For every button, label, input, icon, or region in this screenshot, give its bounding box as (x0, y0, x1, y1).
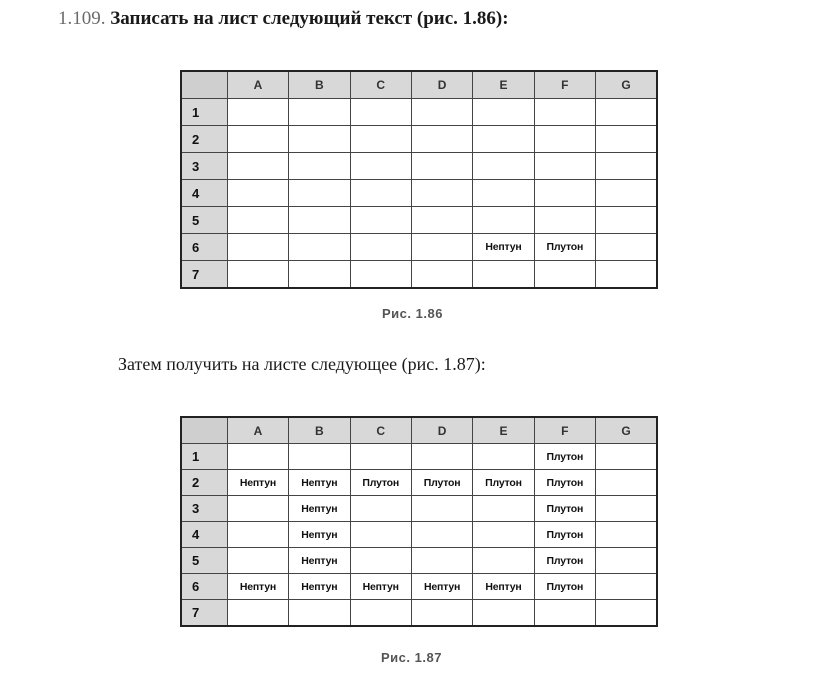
row-header: 7 (181, 261, 227, 289)
row-header: 4 (181, 522, 227, 548)
table-row (181, 548, 657, 574)
cell-g6 (596, 574, 657, 600)
column-header-a: A (227, 417, 288, 444)
cell-d2: Плутон (411, 470, 472, 496)
cell-g1 (596, 99, 657, 126)
cell-e3 (473, 496, 534, 522)
cell-e7 (473, 600, 534, 627)
cell-d6: Нептун (411, 574, 472, 600)
cell-b1 (289, 99, 350, 126)
cell-e7 (473, 261, 534, 289)
cell-d3 (411, 153, 472, 180)
cell-e6: Нептун (473, 574, 534, 600)
table-row (181, 234, 657, 261)
table-row (181, 126, 657, 153)
cell-f5 (534, 207, 595, 234)
cell-d6 (411, 234, 472, 261)
cell-g7 (596, 261, 657, 289)
cell-a4 (227, 180, 288, 207)
cell-g4 (596, 522, 657, 548)
table-row (181, 261, 657, 289)
row-header: 4 (181, 180, 227, 207)
exercise-text: Записать на лист следующий текст (рис. 1.86): (110, 8, 509, 29)
column-header-b: B (289, 71, 350, 99)
cell-f3 (534, 153, 595, 180)
cell-f4 (534, 180, 595, 207)
cell-b7 (289, 261, 350, 289)
cell-e1 (473, 444, 534, 470)
cell-e5 (473, 207, 534, 234)
cell-c6 (350, 234, 411, 261)
cell-b2: Нептун (289, 470, 350, 496)
cell-d3 (411, 496, 472, 522)
cell-f6: Плутон (534, 234, 595, 261)
cell-g2 (596, 126, 657, 153)
cell-g5 (596, 548, 657, 574)
cell-f1 (534, 99, 595, 126)
cell-d4 (411, 522, 472, 548)
cell-f4: Плутон (534, 522, 595, 548)
cell-g1 (596, 444, 657, 470)
row-header: 5 (181, 548, 227, 574)
cell-b5: Нептун (289, 548, 350, 574)
cell-c6: Нептун (350, 574, 411, 600)
table-row (181, 207, 657, 234)
cell-e4 (473, 522, 534, 548)
cell-f3: Плутон (534, 496, 595, 522)
row-header: 6 (181, 234, 227, 261)
cell-b5 (289, 207, 350, 234)
row-header: 2 (181, 126, 227, 153)
cell-e2: Плутон (473, 470, 534, 496)
spreadsheet-figure-2 (180, 416, 658, 627)
cell-a1 (227, 444, 288, 470)
cell-g4 (596, 180, 657, 207)
cell-b6 (289, 234, 350, 261)
cell-d5 (411, 548, 472, 574)
cell-d1 (411, 99, 472, 126)
cell-f7 (534, 261, 595, 289)
cell-a7 (227, 261, 288, 289)
cell-c2: Плутон (350, 470, 411, 496)
cell-b4: Нептун (289, 522, 350, 548)
cell-b3 (289, 153, 350, 180)
cell-f5: Плутон (534, 548, 595, 574)
cell-d4 (411, 180, 472, 207)
table-row (181, 444, 657, 470)
row-header: 1 (181, 444, 227, 470)
cell-c5 (350, 207, 411, 234)
column-header-a: A (227, 71, 288, 99)
column-header-d: D (411, 417, 472, 444)
table-row (181, 153, 657, 180)
column-header-g: G (596, 71, 657, 99)
cell-d1 (411, 444, 472, 470)
cell-c3 (350, 153, 411, 180)
cell-f7 (534, 600, 595, 627)
cell-a6: Нептун (227, 574, 288, 600)
figure-1-caption: Рис. 1.86 (382, 306, 443, 321)
cell-d5 (411, 207, 472, 234)
cell-c1 (350, 99, 411, 126)
cell-a6 (227, 234, 288, 261)
table-row (181, 470, 657, 496)
cell-e3 (473, 153, 534, 180)
cell-f2 (534, 126, 595, 153)
cell-c4 (350, 180, 411, 207)
cell-b1 (289, 444, 350, 470)
instruction-paragraph: Затем получить на листе следующее (рис. 1.87): (118, 354, 486, 374)
cell-b6: Нептун (289, 574, 350, 600)
column-header-b: B (289, 417, 350, 444)
cell-e2 (473, 126, 534, 153)
cell-c5 (350, 548, 411, 574)
table-row (181, 600, 657, 627)
table-row (181, 180, 657, 207)
cell-a2 (227, 126, 288, 153)
column-header-g: G (596, 417, 657, 444)
cell-c2 (350, 126, 411, 153)
cell-g3 (596, 496, 657, 522)
cell-a3 (227, 153, 288, 180)
cell-b2 (289, 126, 350, 153)
table-row (181, 496, 657, 522)
cell-c1 (350, 444, 411, 470)
cell-a5 (227, 548, 288, 574)
cell-d7 (411, 600, 472, 627)
cell-c3 (350, 496, 411, 522)
row-header: 7 (181, 600, 227, 627)
figure-2-caption: Рис. 1.87 (381, 650, 442, 665)
exercise-heading (58, 8, 509, 30)
cell-b3: Нептун (289, 496, 350, 522)
cell-g2 (596, 470, 657, 496)
cell-e1 (473, 99, 534, 126)
cell-f6: Плутон (534, 574, 595, 600)
spreadsheet-figure-1 (180, 70, 658, 289)
cell-a7 (227, 600, 288, 627)
row-header: 1 (181, 99, 227, 126)
cell-b7 (289, 600, 350, 627)
table-row (181, 522, 657, 548)
cell-c4 (350, 522, 411, 548)
cell-f2: Плутон (534, 470, 595, 496)
cell-g6 (596, 234, 657, 261)
column-header-e: E (473, 417, 534, 444)
exercise-number: 1.109. (58, 8, 106, 29)
row-header: 2 (181, 470, 227, 496)
column-header-c: C (350, 417, 411, 444)
corner-header (181, 71, 227, 99)
column-header-f: F (534, 417, 595, 444)
row-header: 6 (181, 574, 227, 600)
cell-e5 (473, 548, 534, 574)
cell-g7 (596, 600, 657, 627)
cell-c7 (350, 261, 411, 289)
column-header-d: D (411, 71, 472, 99)
cell-f1: Плутон (534, 444, 595, 470)
cell-d2 (411, 126, 472, 153)
row-header: 3 (181, 496, 227, 522)
cell-c7 (350, 600, 411, 627)
corner-header (181, 417, 227, 444)
table-row (181, 574, 657, 600)
cell-g3 (596, 153, 657, 180)
column-header-e: E (473, 71, 534, 99)
cell-a5 (227, 207, 288, 234)
cell-d7 (411, 261, 472, 289)
cell-a3 (227, 496, 288, 522)
cell-g5 (596, 207, 657, 234)
cell-b4 (289, 180, 350, 207)
table-row (181, 99, 657, 126)
column-header-f: F (534, 71, 595, 99)
column-header-c: C (350, 71, 411, 99)
cell-a4 (227, 522, 288, 548)
row-header: 3 (181, 153, 227, 180)
cell-e6: Нептун (473, 234, 534, 261)
cell-e4 (473, 180, 534, 207)
cell-a2: Нептун (227, 470, 288, 496)
row-header: 5 (181, 207, 227, 234)
cell-a1 (227, 99, 288, 126)
